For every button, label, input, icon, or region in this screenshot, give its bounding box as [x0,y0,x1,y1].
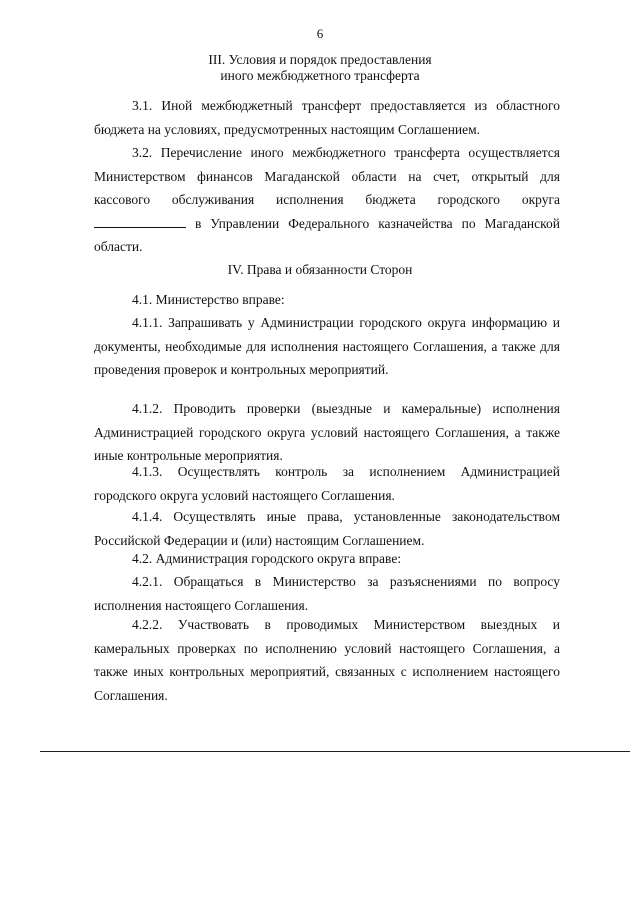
section-3-title [0,52,640,84]
section-3-title-line-1: III. Условия и порядок предоставления [208,52,432,67]
paragraph-3-2 [94,141,560,259]
page-number: 6 [316,26,324,41]
paragraph-3-2-text-after: в Управлении Федерального казначейства по Магаданской области. [94,215,560,254]
paragraph-4-2: 4.2. Администрация городского округа вправе: [132,551,402,566]
footer-divider [40,751,630,752]
paragraph-4-1-4: 4.1.4. Осуществлять иные права, установленные законодательством Российской Федерации и (или) настоящим Соглашением. [94,509,560,548]
paragraph-4-1-1: 4.1.1. Запрашивать у Администрации городского округа информацию и документы, необходимые для исполнения настоящего Соглашения, а также для проведения проверок и контрольных мероприятий. [94,315,560,377]
paragraph-4-2-2: 4.2.2. Участвовать в проводимых Министерством выездных и камеральных проверках по исполнению условий настоящего Соглашения, а также иных контрольных мероприятий, связанных с исполнением настоящего Соглашения. [94,617,560,703]
paragraph-4-1-3: 4.1.3. Осуществлять контроль за исполнением Администрацией городского округа условий настоящего Соглашения. [94,464,560,503]
section-4-title-text: IV. Права и обязанности Сторон [227,262,413,277]
paragraph-4-2-1: 4.2.1. Обращаться в Министерство за разъяснениями по вопросу исполнения настоящего Соглашения. [94,574,560,613]
paragraph-4-1: 4.1. Министерство вправе: [132,292,285,307]
account-blank-field [94,217,186,228]
paragraph-4-1-2: 4.1.2. Проводить проверки (выездные и камеральные) исполнения Администрацией городского округа условий настоящего Соглашения, а также иные контрольные мероприятия. [94,401,560,463]
section-4-title [0,262,640,278]
paragraph-3-1: 3.1. Иной межбюджетный трансферт предоставляется из областного бюджета на условиях, предусмотренных настоящим Соглашением. [94,98,560,137]
section-3-title-line-2: иного межбюджетного трансферта [220,68,420,83]
paragraph-3-2-text-before: 3.2. Перечисление иного межбюджетного трансферта осуществляется Министерством финансов Магаданской области на счет, открытый для кассового обслуживания исполнения бюджета городского округа [94,145,560,207]
